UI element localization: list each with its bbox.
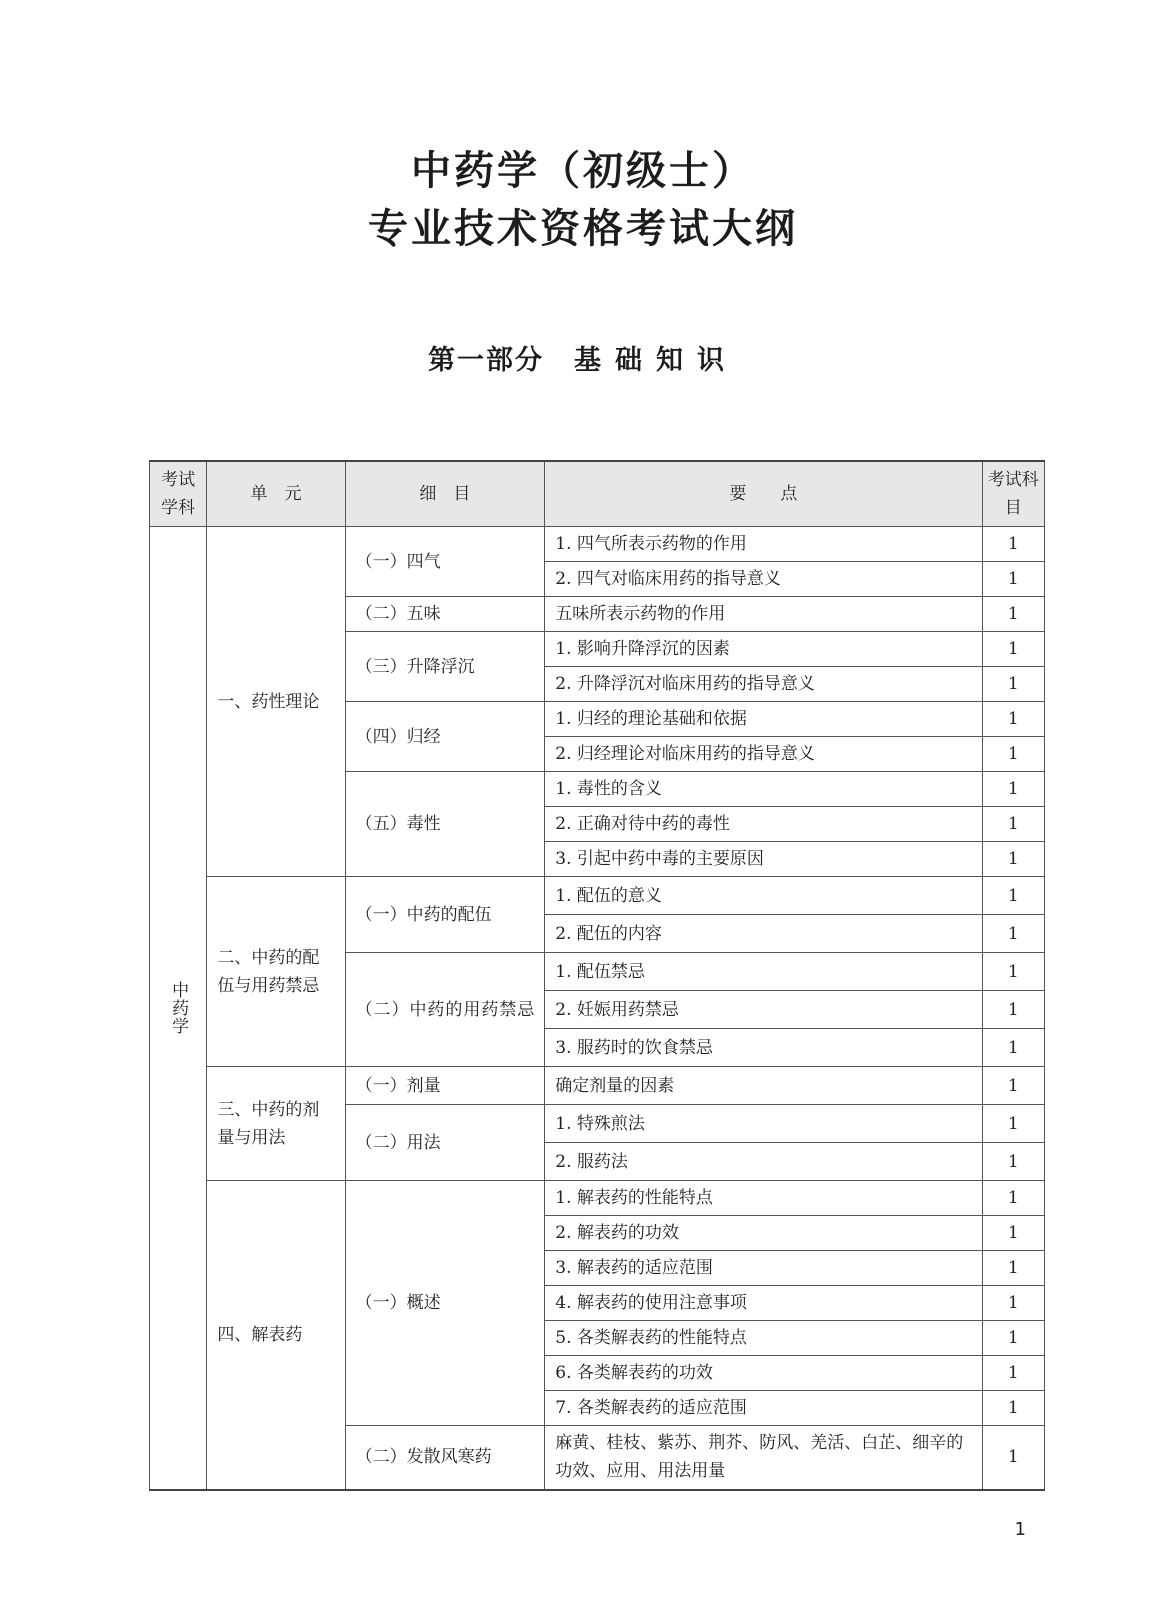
point-cell: 4. 解表药的使用注意事项 [545, 1286, 982, 1321]
point-cell: 1. 毒性的含义 [545, 772, 982, 807]
point-cell: 1. 四气所表示药物的作用 [545, 527, 982, 562]
exam-cell: 1 [982, 1426, 1045, 1490]
point-cell: 1. 配伍禁忌 [545, 953, 982, 991]
point-cell: 3. 引起中药中毒的主要原因 [545, 842, 982, 877]
exam-cell: 1 [982, 702, 1045, 737]
exam-cell: 1 [982, 807, 1045, 842]
exam-cell: 1 [982, 1105, 1045, 1143]
exam-cell: 1 [982, 1286, 1045, 1321]
exam-cell: 1 [982, 667, 1045, 702]
point-cell: 1. 归经的理论基础和依据 [545, 702, 982, 737]
point-cell: 五味所表示药物的作用 [545, 597, 982, 632]
exam-cell: 1 [982, 737, 1045, 772]
detail-cell: （一）中药的配伍 [345, 877, 545, 953]
point-cell: 2. 归经理论对临床用药的指导意义 [545, 737, 982, 772]
point-cell: 1. 解表药的性能特点 [545, 1181, 982, 1216]
exam-cell: 1 [982, 1143, 1045, 1181]
part-heading [0, 338, 1166, 377]
exam-cell: 1 [982, 877, 1045, 915]
detail-cell: （二）五味 [345, 597, 545, 632]
point-cell: 6. 各类解表药的功效 [545, 1356, 982, 1391]
unit-cell: 一、药性理论 [207, 527, 345, 877]
point-cell: 3. 服药时的饮食禁忌 [545, 1029, 982, 1067]
part-name: 基础知识 [574, 345, 738, 376]
point-cell: 2. 服药法 [545, 1143, 982, 1181]
table-row [150, 1067, 1045, 1105]
header-point: 要 点 [545, 461, 982, 527]
header-exam: 考试科目 [982, 461, 1045, 527]
detail-cell: （一）概述 [345, 1181, 545, 1426]
detail-cell: （五）毒性 [345, 772, 545, 877]
table-body [150, 527, 1045, 1490]
exam-cell: 1 [982, 632, 1045, 667]
detail-text: （二）中药的用药禁忌 [355, 999, 535, 1020]
header-subject: 考试学科 [150, 461, 207, 527]
subject-cell: 中药学 [150, 527, 207, 1490]
header-unit: 单 元 [207, 461, 345, 527]
exam-cell: 1 [982, 1251, 1045, 1286]
exam-cell: 1 [982, 842, 1045, 877]
exam-cell: 1 [982, 597, 1045, 632]
unit-cell: 三、中药的剂量与用法 [207, 1067, 345, 1181]
header-detail: 细 目 [345, 461, 545, 527]
point-cell: 5. 各类解表药的性能特点 [545, 1321, 982, 1356]
exam-cell: 1 [982, 1321, 1045, 1356]
detail-cell: （二）用法 [345, 1105, 545, 1181]
exam-cell: 1 [982, 1067, 1045, 1105]
exam-cell: 1 [982, 953, 1045, 991]
exam-cell: 1 [982, 915, 1045, 953]
point-cell: 7. 各类解表药的适应范围 [545, 1391, 982, 1426]
exam-cell: 1 [982, 1181, 1045, 1216]
exam-cell: 1 [982, 1216, 1045, 1251]
detail-cell [345, 953, 545, 1067]
point-cell: 麻黄、桂枝、紫苏、荆芥、防风、羌活、白芷、细辛的功效、应用、用法用量 [545, 1426, 982, 1490]
point-cell: 3. 解表药的适应范围 [545, 1251, 982, 1286]
exam-cell: 1 [982, 1029, 1045, 1067]
point-cell: 2. 四气对临床用药的指导意义 [545, 562, 982, 597]
title-block [0, 142, 1166, 258]
detail-cell: （三）升降浮沉 [345, 632, 545, 702]
exam-cell: 1 [982, 1356, 1045, 1391]
detail-cell: （一）四气 [345, 527, 545, 597]
point-cell: 1. 特殊煎法 [545, 1105, 982, 1143]
point-cell: 2. 配伍的内容 [545, 915, 982, 953]
detail-cell: （一）剂量 [345, 1067, 545, 1105]
syllabus-table [149, 460, 1045, 1491]
exam-cell: 1 [982, 991, 1045, 1029]
document-title-line-2: 专业技术资格考试大纲 [368, 206, 798, 252]
point-cell: 2. 正确对待中药的毒性 [545, 807, 982, 842]
part-label: 第一部分 [428, 345, 544, 376]
exam-cell: 1 [982, 562, 1045, 597]
unit-cell: 四、解表药 [207, 1181, 345, 1490]
unit-cell: 二、中药的配伍与用药禁忌 [207, 877, 345, 1067]
point-cell: 2. 解表药的功效 [545, 1216, 982, 1251]
point-cell: 1. 配伍的意义 [545, 877, 982, 915]
point-cell: 确定剂量的因素 [545, 1067, 982, 1105]
table-row [150, 877, 1045, 915]
point-cell: 2. 妊娠用药禁忌 [545, 991, 982, 1029]
document-title-line-1: 中药学（初级士） [411, 148, 755, 194]
exam-cell: 1 [982, 1391, 1045, 1426]
table-header-row [150, 461, 1045, 527]
point-cell: 1. 影响升降浮沉的因素 [545, 632, 982, 667]
exam-cell: 1 [982, 527, 1045, 562]
page-number: 1 [1014, 1519, 1026, 1540]
table-row [150, 1181, 1045, 1216]
exam-cell: 1 [982, 772, 1045, 807]
detail-cell: （二）发散风寒药 [345, 1426, 545, 1490]
detail-cell: （四）归经 [345, 702, 545, 772]
table-row [150, 527, 1045, 562]
point-cell: 2. 升降浮沉对临床用药的指导意义 [545, 667, 982, 702]
